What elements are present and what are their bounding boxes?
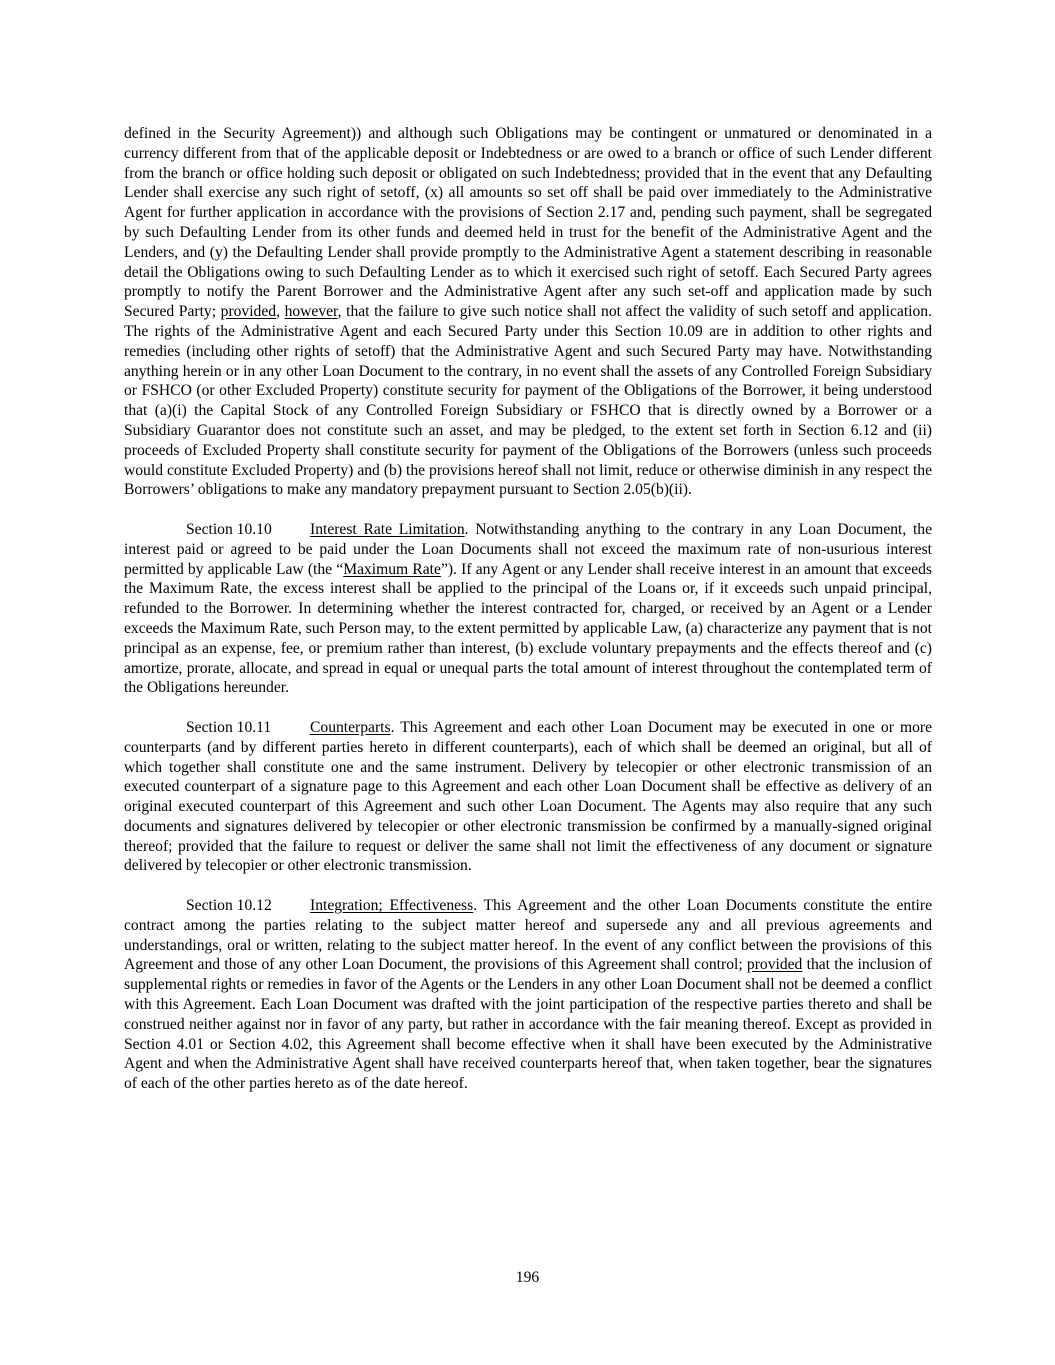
section-title: Counterparts bbox=[310, 718, 391, 736]
document-page bbox=[124, 124, 932, 1114]
section-10-10 bbox=[124, 520, 932, 698]
section-10-12 bbox=[124, 896, 932, 1094]
section-title: Integration; Effectiveness bbox=[310, 897, 474, 915]
underlined-term-provided: provided bbox=[746, 956, 803, 974]
defined-term-maximum-rate: Maximum Rate bbox=[343, 560, 441, 578]
section-title: Interest Rate Limitation bbox=[310, 520, 465, 538]
section-number: Section 10.11 bbox=[186, 718, 272, 736]
text-run: that the inclusion of supplemental rights or remedies in favor of the Agents or the Lenders in any other Loan Document shall not be deemed a conflict with this Agreement. Each Loan Document was drafted with the joint participation of the respective parties thereto and shall be construed neither against nor in favor of any party, but rather in accordance with the fair meaning thereof. Except as provided in Section 4.01 or Section 4.02, this Agreement shall become effective when it shall have been executed by the Administrative Agent and when the Administrative Agent shall have received counterparts hereof that, when taken together, bear the signatures of each of the other parties hereto as of the date hereof. bbox=[124, 956, 932, 1093]
section-10-11 bbox=[124, 718, 932, 876]
text-run: . This Agreement and each other Loan Document may be executed in one or more counterparts (and by different parties hereto in different counterparts), each of which shall be deemed an original, but all of which together shall constitute one and the same instrument. Delivery by telecopier or other electronic transmission of an executed counterpart of a signature page to this Agreement and each other Loan Document shall be effective as delivery of an original executed counterpart of this Agreement and such other Loan Document. The Agents may also require that any such documents and signatures delivered by telecopier or other electronic transmission be confirmed by a manually-signed original thereof; provided that the failure to request or deliver the same shall not limit the effectiveness of any document or signature delivered by telecopier or other electronic transmission. bbox=[124, 718, 932, 875]
underlined-term-provided: provided bbox=[220, 303, 277, 321]
text-run: , bbox=[276, 303, 285, 321]
section-number: Section 10.12 bbox=[186, 897, 272, 915]
text-run: defined in the Security Agreement)) and although such Obligations may be contingent or unmatured or denominated in a currency different from that of the applicable deposit or Indebtedness or are owed to a branch or office of such Lender different from the branch or office holding such deposit or obligated on such Indebtedness; provided that in the event that any Defaulting Lender shall exercise any such right of setoff, (x) all amounts so set off shall be paid over immediately to the Administrative Agent for further application in accordance with the provisions of Section 2.17 and, pending such payment, shall be segregated by such Defaulting Lender from its other funds and deemed held in trust for the benefit of the Administrative Agent and the Lenders, and (y) the Defaulting Lender shall provide promptly to the Administrative Agent a statement describing in reasonable detail the Obligations owing to such Defaulting Lender as to which it exercised such right of setoff. Each Secured Party agrees promptly to notify the Parent Borrower and the Administrative Agent after any such set-off and application made by such Secured Party; bbox=[124, 125, 932, 321]
text-run: ”). If any Agent or any Lender shall receive interest in an amount that exceeds the Maximum Rate, the excess interest shall be applied to the principal of the Loans or, if it exceeds such unpaid principal, refunded to the Borrower. In determining whether the interest contracted for, charged, or received by an Agent or a Lender exceeds the Maximum Rate, such Person may, to the extent permitted by applicable Law, (a) characterize any payment that is not principal as an expense, fee, or premium rather than interest, (b) exclude voluntary prepayments and the effects thereof and (c) amortize, prorate, allocate, and spread in equal or unequal parts the total amount of interest throughout the contemplated term of the Obligations hereunder. bbox=[124, 560, 932, 697]
underlined-term-however: however bbox=[284, 303, 338, 321]
text-run: . This Agreement and the other Loan Documents constitute the entire contract among the parties relating to the subject matter hereof and supersede any and all previous agreements and understandings, oral or written, relating to the subject matter hereof. In the event of any conflict between the provisions of this Agreement and those of any other Loan Document, the provisions of this Agreement shall control; bbox=[124, 897, 932, 974]
text-run: , that the failure to give such notice shall not affect the validity of such setoff and application. The rights of the Administrative Agent and each Secured Party under this Section 10.09 are in addition to other rights and remedies (including other rights of setoff) that the Administrative Agent and such Secured Party may have. Notwithstanding anything herein or in any other Loan Document to the contrary, in no event shall the assets of any Controlled Foreign Subsidiary or FSHCO (or other Excluded Property) constitute security for payment of the Obligations of the Borrower, it being understood that (a)(i) the Capital Stock of any Controlled Foreign Subsidiary or FSHCO that is directly owned by a Borrower or a Subsidiary Guarantor does not constitute such an asset, and may be pledged, to the extent set forth in Section 6.12 and (ii) proceeds of Excluded Property shall constitute security for payment of the Obligations of the Borrowers (unless such proceeds would constitute Excluded Property) and (b) the provisions hereof shall not limit, reduce or otherwise diminish in any respect the Borrowers’ obligations to make any mandatory prepayment pursuant to Section 2.05(b)(ii). bbox=[124, 303, 932, 499]
paragraph-setoff-continuation bbox=[124, 124, 932, 500]
page-number: 196 bbox=[515, 1269, 540, 1286]
text-run: . Notwithstanding anything to the contrary in any Loan Document, the interest paid or agreed to be paid under the Loan Documents shall not exceed the maximum rate of non-usurious interest permitted by applicable Law (the “ bbox=[124, 520, 932, 578]
section-number: Section 10.10 bbox=[186, 520, 272, 538]
